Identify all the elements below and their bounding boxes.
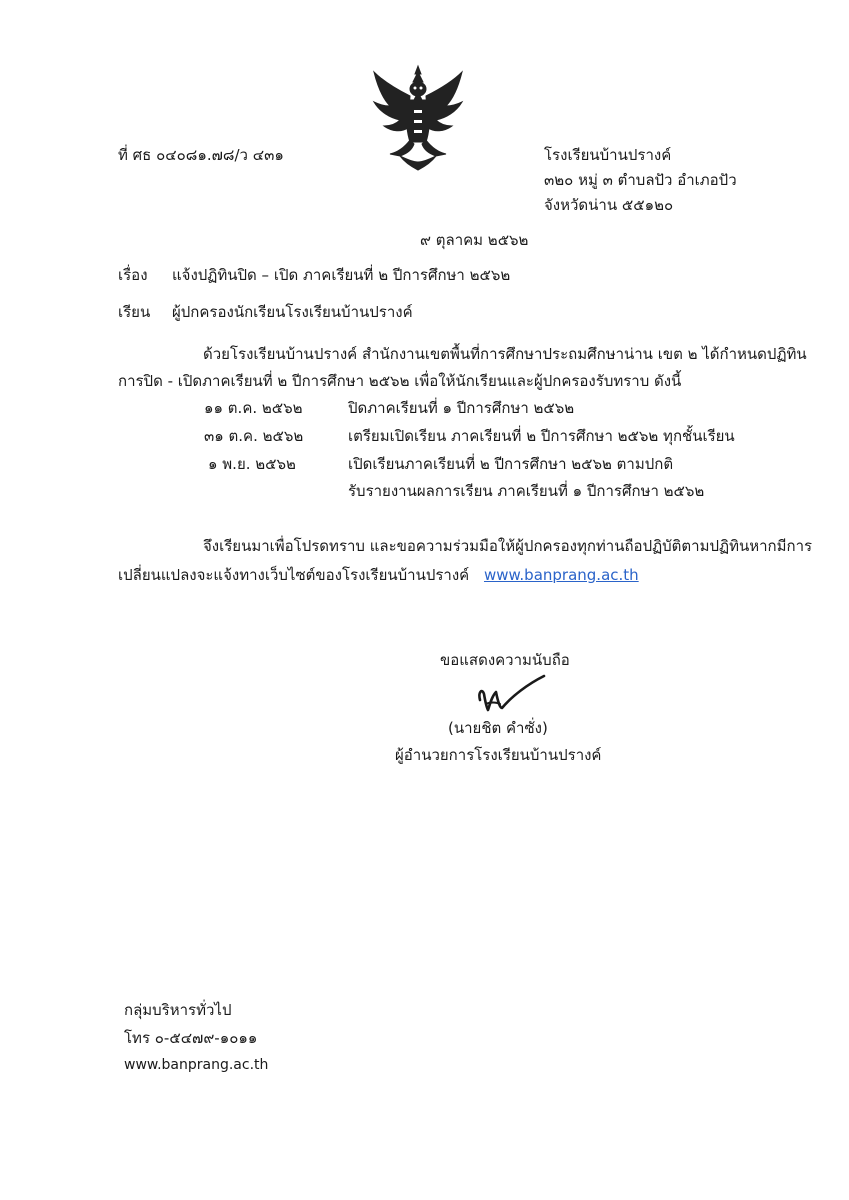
garuda-emblem-icon	[370, 64, 466, 172]
closing-salutation: ขอแสดงความนับถือ	[440, 651, 570, 669]
footer-department: กลุ่มบริหารทั่วไป	[124, 1001, 232, 1019]
subject-text: แจ้งปฏิทินปิด – เปิด ภาคเรียนที่ ๒ ปีการศึกษา ๒๕๖๒	[172, 266, 511, 284]
handwritten-signature	[472, 674, 548, 718]
body-paragraph-1-line-1: ด้วยโรงเรียนบ้านปรางค์ สำนักงานเขตพื้นที่การศึกษาประถมศึกษาน่าน เขต ๒ ได้กำหนดปฏิทิน	[203, 345, 807, 363]
body-paragraph-2-line-2	[118, 565, 639, 585]
website-link[interactable]: www.banprang.ac.th	[483, 566, 639, 584]
body-paragraph-2-text: เปลี่ยนแปลงจะแจ้งทางเว็บไซต์ของโรงเรียนบ้านปรางค์	[118, 566, 470, 584]
schedule-event: ปิดภาคเรียนที่ ๑ ปีการศึกษา ๒๕๖๒	[348, 399, 575, 417]
address-line-1: ๓๒๐ หมู่ ๓ ตำบลปัว อำเภอปัว	[544, 171, 737, 189]
letter-date: ๙ ตุลาคม ๒๕๖๒	[420, 231, 529, 249]
schedule-event: เปิดเรียนภาคเรียนที่ ๒ ปีการศึกษา ๒๕๖๒ ตามปกติ	[348, 455, 674, 473]
subject-label: เรื่อง	[118, 266, 148, 284]
schedule-date: ๑๑ ต.ค. ๒๕๖๒	[204, 399, 303, 417]
school-name: โรงเรียนบ้านปรางค์	[544, 146, 672, 164]
reference-number: ที่ ศธ ๐๔๐๘๑.๗๘/ว ๔๓๑	[118, 146, 284, 164]
body-paragraph-2-line-1: จึงเรียนมาเพื่อโปรดทราบ และขอความร่วมมือให้ผู้ปกครองทุกท่านถือปฏิบัติตามปฏิทินหากมีการ	[203, 537, 813, 555]
recipient-label: เรียน	[118, 303, 151, 321]
footer-website: www.banprang.ac.th	[124, 1057, 269, 1073]
footer-phone: โทร ๐-๕๔๗๙-๑๐๑๑	[124, 1029, 258, 1047]
address-line-2: จังหวัดน่าน ๕๕๑๒๐	[544, 196, 674, 214]
signer-position: ผู้อำนวยการโรงเรียนบ้านปรางค์	[395, 746, 602, 764]
schedule-event: รับรายงานผลการเรียน ภาคเรียนที่ ๑ ปีการศึกษา ๒๕๖๒	[348, 482, 705, 500]
signer-name: (นายชิต คำซั่ง)	[448, 719, 548, 737]
recipient-text: ผู้ปกครองนักเรียนโรงเรียนบ้านปรางค์	[172, 303, 413, 321]
schedule-date: ๑ พ.ย. ๒๕๖๒	[208, 455, 296, 473]
schedule-event: เตรียมเปิดเรียน ภาคเรียนที่ ๒ ปีการศึกษา ๒๕๖๒ ทุกชั้นเรียน	[348, 427, 735, 445]
schedule-date: ๓๑ ต.ค. ๒๕๖๒	[204, 427, 304, 445]
body-paragraph-1-line-2: การปิด - เปิดภาคเรียนที่ ๒ ปีการศึกษา ๒๕๖๒ เพื่อให้นักเรียนและผู้ปกครองรับทราบ ดังนี้	[118, 372, 682, 390]
